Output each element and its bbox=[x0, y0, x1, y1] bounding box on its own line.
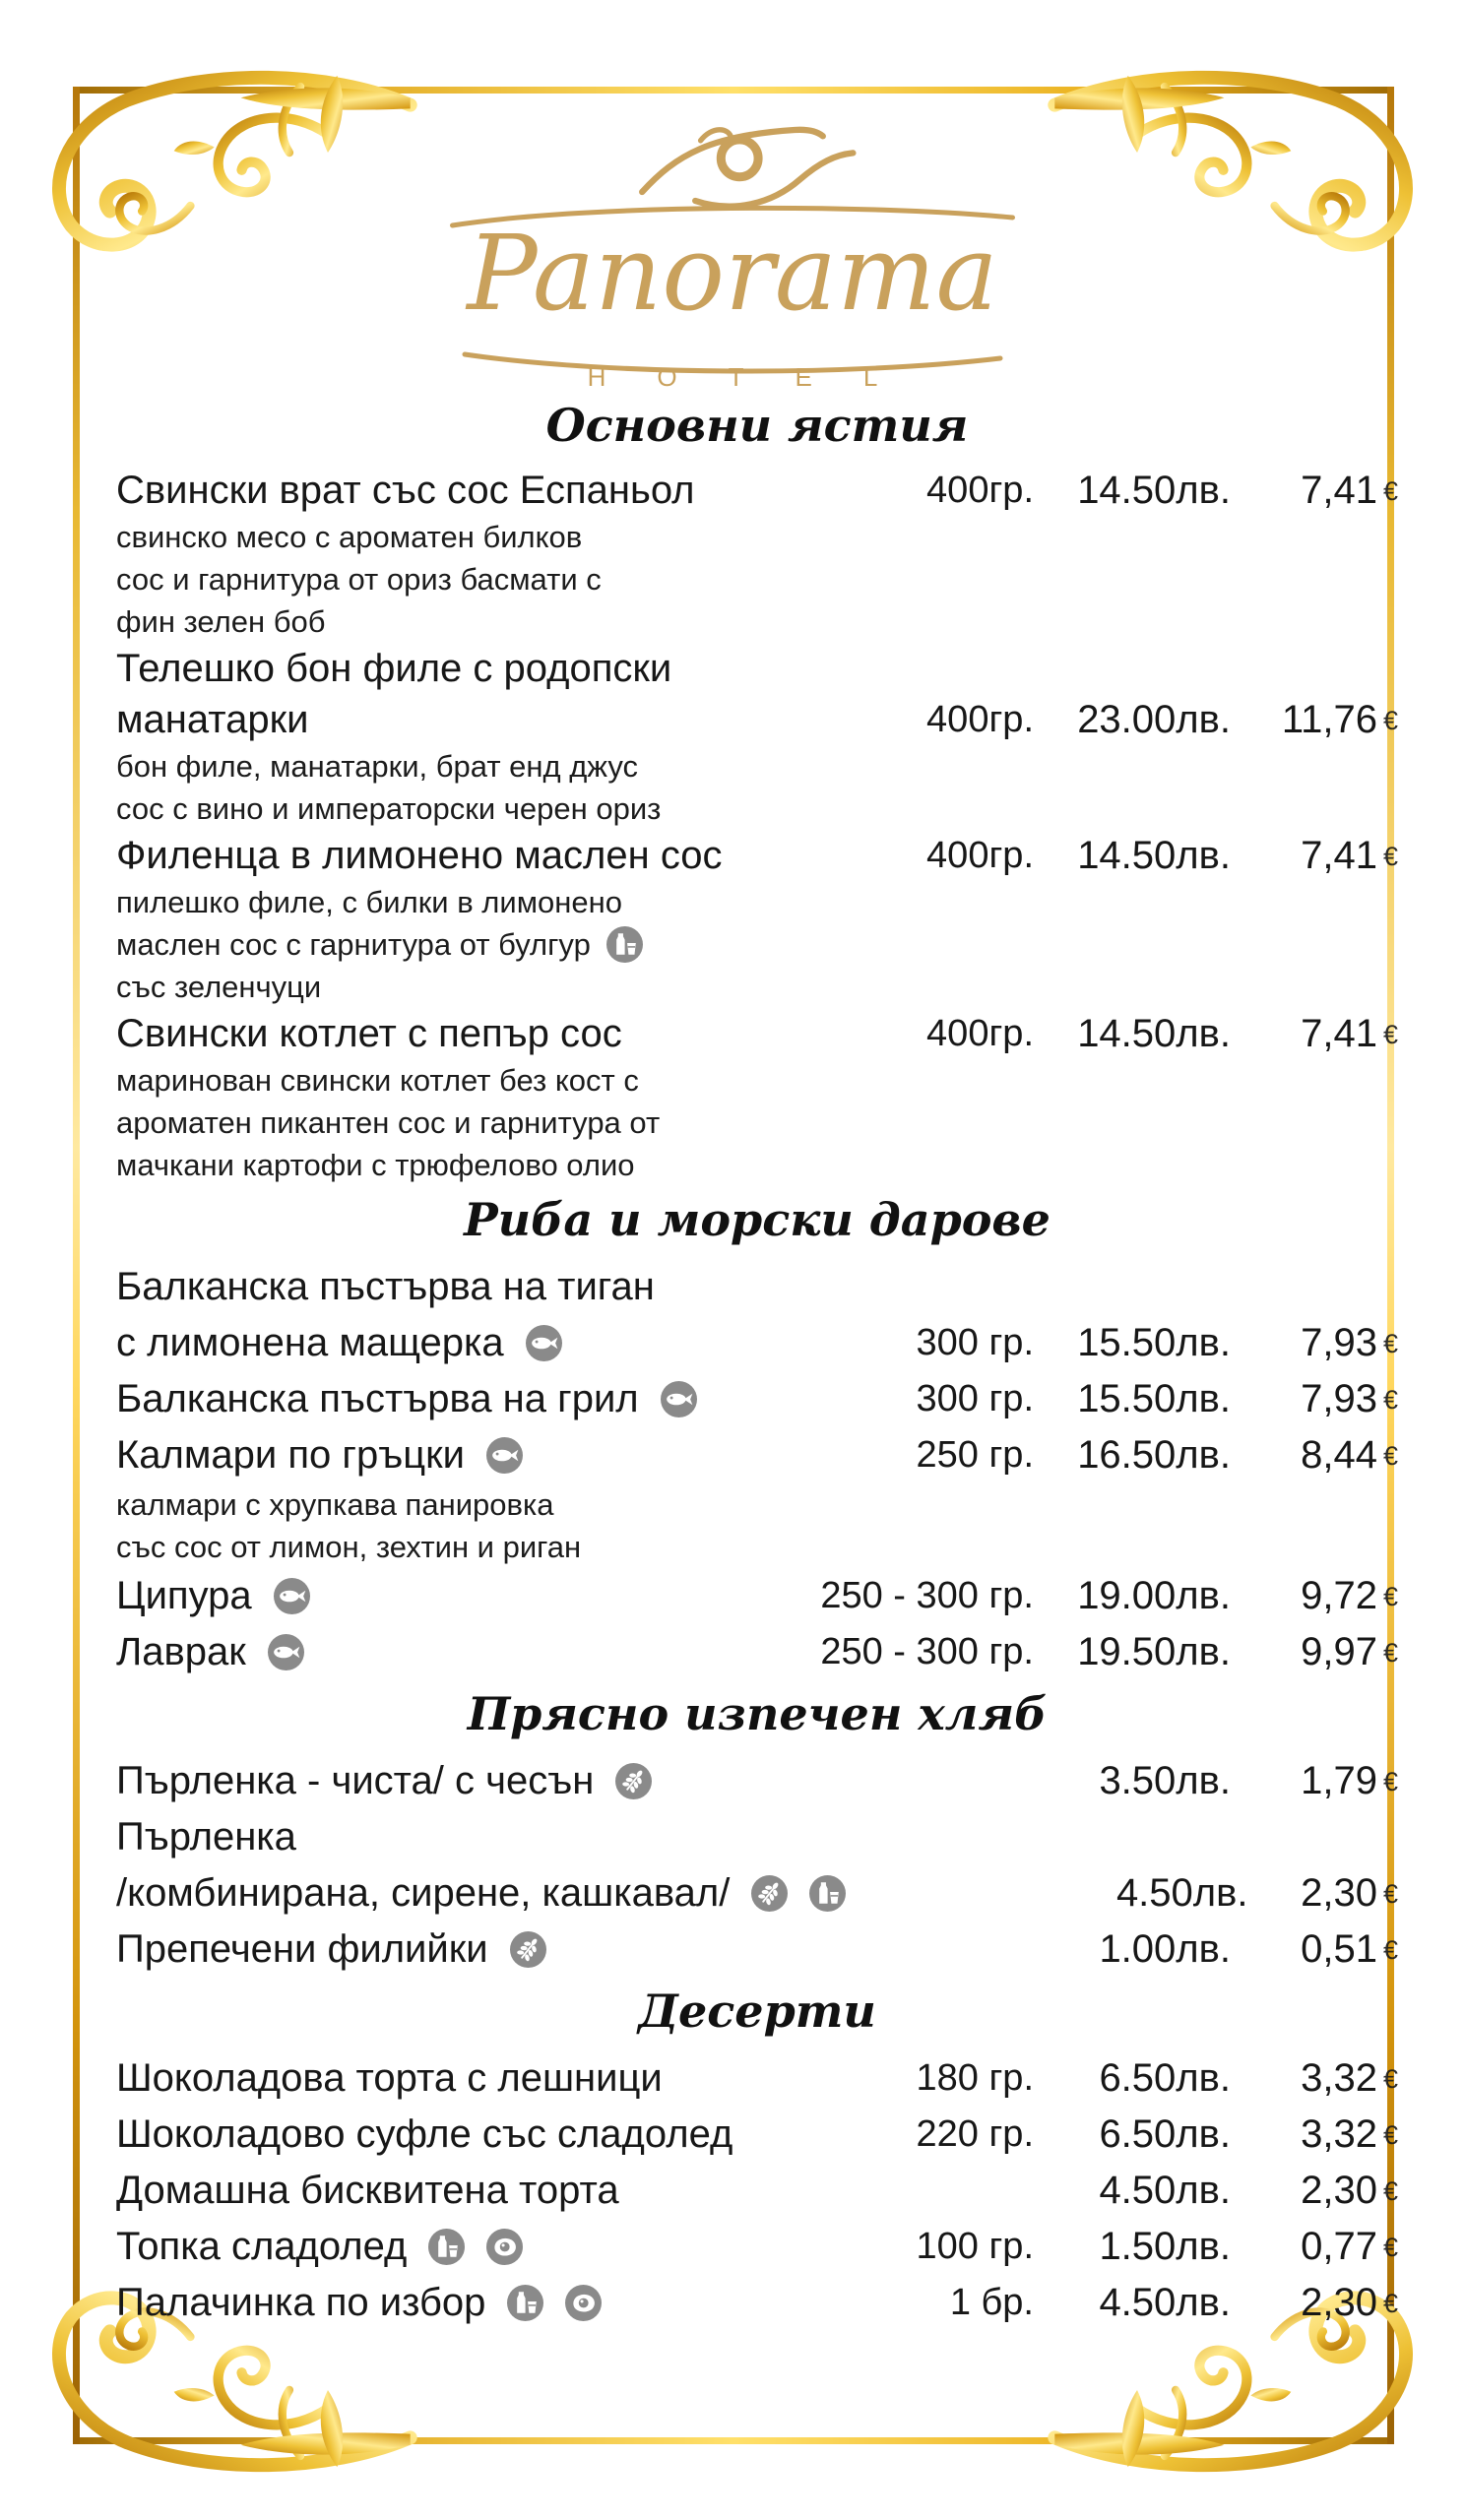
item-name bbox=[116, 791, 783, 827]
item-text: маринован свински котлет без кост с bbox=[116, 1062, 639, 1098]
milk-icon bbox=[428, 2229, 465, 2265]
menu-item-row bbox=[116, 788, 1398, 830]
item-text: /комбинирана, сирене, кашкавал/ bbox=[116, 1871, 731, 1915]
item-weight: 400гр. bbox=[926, 834, 1034, 876]
euro-sign: € bbox=[1382, 2233, 1398, 2262]
item-text: пилешко филе, с билки в лимонено bbox=[116, 884, 622, 919]
section-title: Основни ястия bbox=[545, 399, 969, 452]
item-text: Ципура bbox=[116, 1574, 252, 1617]
euro-sign: € bbox=[1382, 1935, 1398, 1965]
item-name bbox=[116, 1148, 783, 1183]
euro-sign: € bbox=[1382, 1385, 1398, 1415]
item-text: Препечени филийки bbox=[116, 1927, 488, 1971]
item-text: фин зелен боб bbox=[116, 603, 326, 639]
menu-item-row bbox=[116, 516, 1398, 558]
item-weight: 400гр. bbox=[926, 698, 1034, 740]
menu-item-row bbox=[116, 745, 1398, 788]
menu-item-row bbox=[116, 1753, 1398, 1809]
item-text: със зеленчуци bbox=[116, 969, 322, 1004]
menu-item-row bbox=[116, 830, 1398, 881]
item-price-eur: 7,93 € bbox=[1301, 1321, 1398, 1364]
menu-item-row bbox=[116, 1922, 1398, 1978]
menu-item-row bbox=[116, 1315, 1398, 1371]
item-name bbox=[116, 1871, 846, 1916]
wheat-icon bbox=[751, 1875, 788, 1912]
menu-item-row bbox=[116, 1865, 1398, 1922]
egg-icon bbox=[565, 2285, 602, 2321]
item-name bbox=[116, 1377, 783, 1421]
menu-section bbox=[116, 1684, 1398, 1978]
item-name bbox=[116, 2169, 783, 2213]
item-text: ароматен пикантен сос и гарнитура от bbox=[116, 1104, 661, 1140]
item-price-eur: 9,97 € bbox=[1301, 1630, 1398, 1673]
item-weight: 250 - 300 гр. bbox=[820, 1631, 1034, 1672]
item-price-lv: 6.50лв. bbox=[1099, 2112, 1231, 2156]
euro-sign: € bbox=[1382, 1582, 1398, 1611]
menu-item-row bbox=[116, 2163, 1398, 2219]
item-price-eur: 3,32 € bbox=[1301, 2056, 1398, 2100]
item-price-eur: 0,77 € bbox=[1301, 2225, 1398, 2268]
fish-icon bbox=[274, 1578, 310, 1614]
menu-section bbox=[116, 1190, 1398, 1680]
item-price-lv: 1.50лв. bbox=[1099, 2225, 1231, 2268]
menu-item-row bbox=[116, 643, 1398, 694]
euro-sign: € bbox=[1382, 1879, 1398, 1909]
menu-item-row bbox=[116, 2275, 1398, 2331]
euro-sign: € bbox=[1382, 1329, 1398, 1358]
item-name bbox=[116, 562, 783, 598]
menu-item-row bbox=[116, 966, 1398, 1008]
item-price-lv: 3.50лв. bbox=[1099, 1759, 1231, 1802]
milk-icon bbox=[809, 1875, 846, 1912]
item-price-lv: 14.50лв. bbox=[1077, 833, 1231, 877]
item-text: Пърленка - чиста/ с чесън bbox=[116, 1759, 595, 1802]
brand-name: Panorama bbox=[467, 213, 998, 334]
item-name bbox=[116, 1630, 783, 1674]
item-name bbox=[116, 1105, 783, 1141]
euro-sign: € bbox=[1382, 2120, 1398, 2150]
item-name bbox=[116, 2281, 783, 2325]
item-name bbox=[116, 1265, 783, 1309]
menu-item-row bbox=[116, 1008, 1398, 1059]
item-price-lv: 14.50лв. bbox=[1077, 1011, 1231, 1055]
item-price-eur: 8,44 € bbox=[1301, 1433, 1398, 1477]
euro-sign: € bbox=[1382, 2289, 1398, 2318]
item-text: със сос от лимон, зехтин и риган bbox=[116, 1529, 582, 1564]
item-text: калмари с хрупкава панировка bbox=[116, 1486, 554, 1522]
item-name bbox=[116, 1759, 783, 1803]
item-price-lv: 19.00лв. bbox=[1077, 1574, 1231, 1617]
item-text: манатарки bbox=[116, 697, 309, 741]
euro-sign: € bbox=[1382, 1767, 1398, 1796]
euro-sign: € bbox=[1382, 1638, 1398, 1668]
menu-item-row bbox=[116, 2219, 1398, 2275]
item-text: бон филе, манатарки, брат енд джус bbox=[116, 748, 639, 784]
menu-item-row bbox=[116, 1371, 1398, 1427]
item-weight: 300 гр. bbox=[916, 1378, 1034, 1419]
euro-sign: € bbox=[1382, 2176, 1398, 2206]
item-text: Шоколадова торта с лешници bbox=[116, 2056, 663, 2100]
item-text: Балканска пъстърва на грил bbox=[116, 1377, 639, 1420]
menu-item-row bbox=[116, 923, 1398, 966]
menu-item-row bbox=[116, 1102, 1398, 1144]
item-text: свинско месо с ароматен билков bbox=[116, 519, 583, 554]
item-weight: 400гр. bbox=[926, 1012, 1034, 1054]
item-weight: 180 гр. bbox=[916, 2057, 1034, 2099]
item-text: с лимонена мащерка bbox=[116, 1321, 504, 1364]
item-weight: 1 бр. bbox=[949, 2282, 1034, 2323]
item-text: Топка сладолед bbox=[116, 2225, 408, 2268]
item-weight: 250 гр. bbox=[916, 1434, 1034, 1476]
frame-left-border bbox=[73, 87, 80, 2444]
menu-item-row bbox=[116, 2050, 1398, 2107]
menu-item-row bbox=[116, 1809, 1398, 1865]
menu-item-row bbox=[116, 558, 1398, 600]
fish-icon bbox=[268, 1634, 304, 1670]
item-text: Пърленка bbox=[116, 1815, 296, 1858]
item-text: Свински врат със сос Еспаньол bbox=[116, 468, 695, 512]
wheat-icon bbox=[510, 1931, 546, 1968]
item-price-eur: 2,30 € bbox=[1301, 2169, 1398, 2212]
menu-item-row bbox=[116, 2107, 1398, 2163]
item-name bbox=[116, 1321, 783, 1365]
item-price-lv: 23.00лв. bbox=[1077, 697, 1231, 741]
euro-sign: € bbox=[1382, 841, 1398, 871]
item-name bbox=[116, 1487, 783, 1523]
euro-sign: € bbox=[1382, 2064, 1398, 2094]
fish-icon bbox=[661, 1381, 697, 1418]
item-name bbox=[116, 2112, 783, 2157]
item-text: мачкани картофи с трюфелово олио bbox=[116, 1147, 635, 1182]
item-name bbox=[116, 1927, 783, 1972]
item-weight: 300 гр. bbox=[916, 1322, 1034, 1363]
euro-sign: € bbox=[1382, 475, 1398, 506]
item-name bbox=[116, 1574, 783, 1618]
item-price-lv: 16.50лв. bbox=[1077, 1433, 1231, 1477]
item-name bbox=[116, 885, 783, 920]
item-price-eur: 2,30 € bbox=[1301, 2281, 1398, 2324]
item-price-lv: 15.50лв. bbox=[1077, 1321, 1231, 1364]
menu-item-row bbox=[116, 1259, 1398, 1315]
wheat-icon bbox=[615, 1763, 652, 1799]
fish-icon bbox=[526, 1325, 562, 1361]
item-name bbox=[116, 1530, 783, 1565]
menu-item-row bbox=[116, 1526, 1398, 1568]
euro-sign: € bbox=[1382, 1019, 1398, 1049]
item-text: сос с вино и императорски черен ориз bbox=[116, 790, 662, 826]
item-price-lv: 15.50лв. bbox=[1077, 1377, 1231, 1420]
menu-item-row bbox=[116, 1483, 1398, 1526]
item-text: Домашна бисквитена торта bbox=[116, 2169, 619, 2212]
menu-item-row bbox=[116, 1568, 1398, 1624]
item-text: сос и гарнитура от ориз басмати с bbox=[116, 561, 602, 597]
item-name bbox=[116, 970, 783, 1005]
item-name bbox=[116, 2056, 783, 2101]
euro-sign: € bbox=[1382, 705, 1398, 735]
item-name bbox=[116, 926, 783, 963]
item-price-lv: 4.50лв. bbox=[1099, 2281, 1231, 2324]
item-name bbox=[116, 647, 783, 691]
item-name bbox=[116, 520, 783, 555]
menu-sections bbox=[116, 392, 1398, 2331]
item-name bbox=[116, 834, 783, 878]
item-name bbox=[116, 749, 783, 785]
menu-section bbox=[116, 396, 1398, 1186]
menu-item-row bbox=[116, 465, 1398, 516]
item-text: Филенца в лимонено маслен сос bbox=[116, 833, 723, 877]
item-weight: 400гр. bbox=[926, 469, 1034, 511]
item-price-lv: 4.50лв. bbox=[1099, 2169, 1231, 2212]
item-price-eur: 9,72 € bbox=[1301, 1574, 1398, 1617]
item-text: Палачинка по избор bbox=[116, 2281, 486, 2324]
milk-icon bbox=[606, 926, 643, 963]
item-text: Шоколадово суфле със сладолед bbox=[116, 2112, 733, 2156]
item-price-eur: 7,41 € bbox=[1301, 1011, 1398, 1055]
item-text: Телешко бон филе с родопски bbox=[116, 646, 672, 690]
milk-icon bbox=[507, 2285, 543, 2321]
item-name bbox=[116, 469, 783, 513]
item-name bbox=[116, 2225, 783, 2269]
menu-item-row bbox=[116, 1427, 1398, 1483]
item-weight: 250 - 300 гр. bbox=[820, 1575, 1034, 1616]
item-price-lv: 4.50лв. bbox=[1115, 1871, 1248, 1915]
item-price-lv: 19.50лв. bbox=[1077, 1630, 1231, 1673]
item-name bbox=[116, 1815, 783, 1859]
item-text: маслен сос с гарнитура от булгур bbox=[116, 926, 591, 962]
fish-icon bbox=[486, 1437, 523, 1474]
item-price-eur: 7,93 € bbox=[1301, 1377, 1398, 1420]
item-text: Лаврак bbox=[116, 1630, 246, 1673]
menu-item-row bbox=[116, 881, 1398, 923]
menu-item-row bbox=[116, 600, 1398, 643]
item-weight: 100 гр. bbox=[916, 2226, 1034, 2267]
menu-section bbox=[116, 1982, 1398, 2331]
section-title: Десерти bbox=[638, 1984, 876, 2038]
menu-item-row bbox=[116, 1144, 1398, 1186]
item-name bbox=[116, 604, 783, 640]
item-price-eur: 0,51 € bbox=[1301, 1927, 1398, 1971]
item-price-eur: 7,41 € bbox=[1301, 833, 1398, 877]
section-title: Риба и морски дарове bbox=[464, 1193, 1051, 1246]
item-name bbox=[116, 1063, 783, 1099]
item-text: Свински котлет с пепър сос bbox=[116, 1011, 622, 1055]
item-price-lv: 14.50лв. bbox=[1077, 468, 1231, 512]
section-title: Прясно изпечен хляб bbox=[467, 1687, 1048, 1740]
item-price-lv: 1.00лв. bbox=[1099, 1927, 1231, 1971]
menu-item-row bbox=[116, 1624, 1398, 1680]
item-text: Калмари по гръцки bbox=[116, 1433, 465, 1477]
item-price-eur: 7,41 € bbox=[1301, 468, 1398, 512]
menu-item-row bbox=[116, 694, 1398, 745]
item-name bbox=[116, 1012, 783, 1056]
egg-icon bbox=[486, 2229, 523, 2265]
item-text: Балканска пъстърва на тиган bbox=[116, 1265, 655, 1308]
item-price-lv: 6.50лв. bbox=[1099, 2056, 1231, 2100]
item-name bbox=[116, 1433, 783, 1478]
hotel-label: HOTEL bbox=[587, 362, 929, 392]
item-name bbox=[116, 698, 783, 742]
item-price-eur: 1,79 € bbox=[1301, 1759, 1398, 1802]
item-price-eur: 3,32 € bbox=[1301, 2112, 1398, 2156]
euro-sign: € bbox=[1382, 1441, 1398, 1471]
item-price-eur: 11,76 € bbox=[1281, 697, 1398, 741]
item-weight: 220 гр. bbox=[916, 2113, 1034, 2155]
item-price-eur: 2,30 € bbox=[1301, 1871, 1398, 1915]
menu-item-row bbox=[116, 1059, 1398, 1102]
